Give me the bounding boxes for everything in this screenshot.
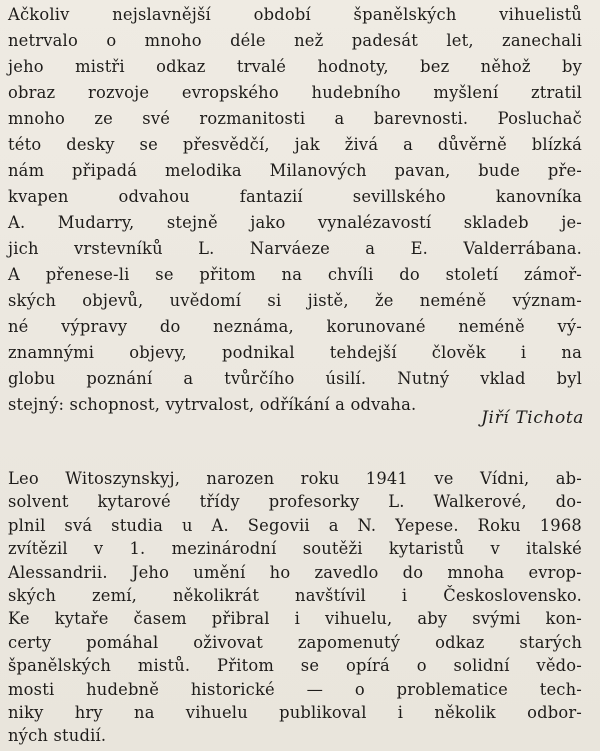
- text-line: znamnými objevy, podnikal tehdejší člověk i na: [8, 343, 582, 362]
- text-line: né výpravy do neznáma, korunované neméně vý-: [8, 317, 582, 336]
- text-line: mnoho ze své rozmanitosti a barevnosti. Posluchač: [8, 109, 582, 128]
- text-line: globu poznání a tvůrčího úsilí. Nutný vklad byl: [8, 369, 582, 388]
- text-line: ských zemí, několikrát navštívil i Československo.: [8, 586, 582, 605]
- text-line: Leo Witoszynskyj, narozen roku 1941 ve Vídni, ab-: [8, 469, 582, 488]
- text-line: netrvalo o mnoho déle než padesát let, zanechali: [8, 31, 582, 50]
- text-line: ných studií.: [8, 726, 107, 746]
- text-line: Alessandrii. Jeho umění ho zavedlo do mnoha evrop-: [8, 562, 582, 582]
- text-line: Ke kytaře časem přibral i vihuelu, aby svými kon-: [8, 609, 582, 629]
- text-line: A přenese-li se přitom na chvíli do století zámoř-: [8, 265, 582, 284]
- text-line: zvítězil v 1. mezinárodní soutěži kytaristů v italské: [8, 539, 582, 559]
- text-line: jich vrstevníků L. Narváeze a E. Valderrábana.: [8, 239, 582, 258]
- text-line: Ačkoliv nejslavnější období španělských vihuelistů: [8, 5, 582, 24]
- text-line: plnil svá studia u A. Segovii a N. Yepese. Roku 1968: [8, 515, 582, 535]
- text-line: certy pomáhal oživovat zapomenutý odkaz starých: [8, 632, 582, 652]
- text-line: této desky se přesvědčí, jak živá a důvěrně blízká: [8, 135, 582, 154]
- text-line: stejný: schopnost, vytrvalost, odříkání a odvaha.: [8, 395, 417, 414]
- text-line: solvent kytarové třídy profesorky L. Walkerové, do-: [8, 492, 582, 512]
- text-line: kvapen odvahou fantazií sevillského kanovníka: [8, 187, 582, 206]
- text-line: obraz rozvoje evropského hudebního myšlení ztratil: [8, 83, 582, 102]
- text-line: jeho mistři odkaz trvalé hodnoty, bez něhož by: [8, 57, 582, 76]
- text-line: nám připadá melodika Milanových pavan, bude pře-: [8, 161, 582, 180]
- text-line: niky hry na vihuelu publikoval i několik odbor-: [8, 703, 582, 722]
- text-line: A. Mudarry, stejně jako vynalézavostí skladeb je-: [8, 213, 582, 232]
- text-line: ských objevů, uvědomí si jistě, že neméně význam-: [8, 291, 582, 310]
- text-line: španělských mistů. Přitom se opírá o solidní vědo-: [8, 656, 582, 676]
- text-line: mosti hudebně historické — o problematice tech-: [8, 679, 582, 699]
- author-signature: Jiří Tichota: [481, 408, 584, 428]
